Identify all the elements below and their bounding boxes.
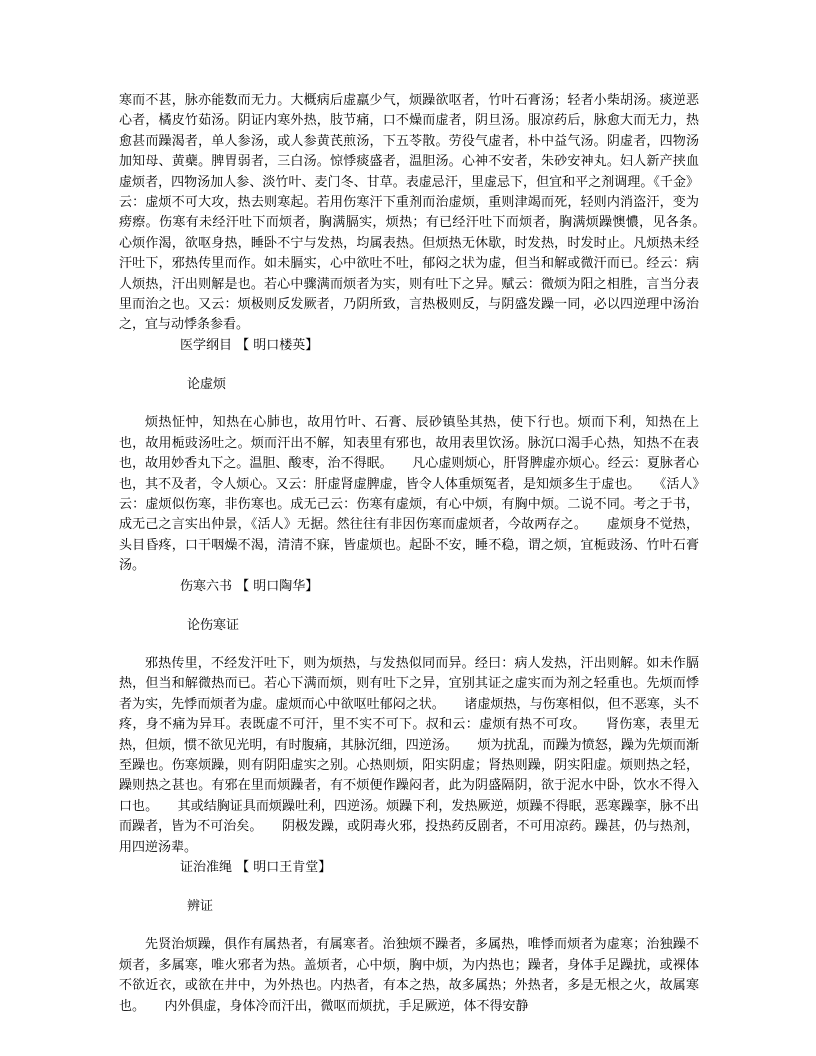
document-page [119, 91, 726, 1017]
source-reference-shanghan-liushu: 伤寒六书 【 明口陶华】 [180, 578, 319, 594]
section-heading-lun-xufan: 论虚烦 [187, 377, 227, 393]
section-heading-bianzheng: 辨证 [187, 899, 214, 915]
source-reference-yixue-gangmu: 医学纲目 【 明口楼英】 [180, 337, 319, 353]
paragraph-lun-shanghan: 邪热传里，不经发汗吐下，则为烦热，与发热似同而异。经曰：病人发热，汗出则解。如未作膈热，但当和解微热而已。若心下满而烦，则有吐下之异，宜别其证之虚实而为剂之轻重也。先烦而悸者为实，先悸而烦者为虚。虚烦而心中欲呕吐郁闷之状。 诸虚烦热，与伤寒相似，但不恶寒，头不疼，身不痛为异耳。表既虚不可汗，里不实不可下。叔和云：虚烦有热不可攻。 肾伤寒，表里无热，但烦，惯不欲见光明，有时腹痛，其脉沉细，四逆汤。 烦为扰乱，而躁为愤怒，躁为先烦而渐至躁也。伤寒烦躁，则有阴阳虚实之别。心热则烦，阳实阴虚；肾热则躁，阴实阳虚。烦则热之轻，躁则热之甚也。有邪在里而烦躁者，有不烦便作躁闷者，此为阴盛隔阴，欲于泥水中卧，饮水不得入口也。 其或结胸证具而烦躁吐利，四逆汤。烦躁下利，发热厥逆，烦躁不得眠，恶寒躁挛，脉不出而躁者，皆为不可治矣。 阴极发躁，或阴毒火邪，投热药反剧者，不可用凉药。躁甚，仍与热剂，用四逆汤辈。 [119, 655, 699, 855]
section-heading-lun-shanghan: 论伤寒证 [187, 617, 240, 633]
source-reference-zhengzhi-zhunsheng: 证治准绳 【 明口王肯堂】 [180, 860, 332, 875]
paragraph-intro: 寒而不甚，脉亦能数而无力。大概病后虚羸少气，烦躁欲呕者，竹叶石膏汤；轻者小柴胡汤。痰逆恶心者，橘皮竹茹汤。阴证内寒外热，肢节痛，口不燥而虚者，阴旦汤。服凉药后，脉愈大而无力，热愈甚而躁渴者，单人参汤，或人参黄芪煎汤，下五苓散。劳役气虚者，朴中益气汤。阴虚者，四物汤加知母、黄蘗。脾胃弱者，三白汤。惊悸痰盛者，温胆汤。心神不安者，朱砂安神丸。妇人新产挟血虚烦者，四物汤加人参、淡竹叶、麦门冬、甘草。表虚忌汗，里虚忌下，但宜和平之剂调理。《千金》云：虚烦不可大攻，热去则寒起。若用伤寒汗下重剂而治虚烦，重则津竭而死，轻则内消盗汗，变为痨瘵。伤寒有未经汗吐下而烦者，胸满膈实，烦热；有已经汗吐下而烦者，胸满烦躁懊憹，见各条。 心烦作渴，欲呕身热，睡卧不宁与发热，均属表热。但烦热无休歇，时发热，时发时止。凡烦热未经汗吐下，邪热传里而作。如未膈实，心中欲吐不吐，郁闷之状为虚，但当和解或微汗而已。经云：病人烦热，汗出则解是也。若心中骤满而烦者为实，则有吐下之异。赋云：微烦为阳之相胜，言当分表里而治之也。又云：烦极则反发厥者，乃阴所致，言热极则反，与阴盛发躁一同，必以四逆理中汤治之，宜与动悸条参看。 [119, 93, 726, 333]
paragraph-lun-xufan: 烦热怔忡，知热在心肺也，故用竹叶、石膏、辰砂镇坠其热，使下行也。烦而下利，知热在上也，故用栀豉汤吐之。烦而汗出不解，知表里有邪也，故用表里饮汤。脉沉口渴手心热，知热不在表也，故用妙香丸下之。温胆、酸枣，治不得眠。 凡心虚则烦心，肝肾脾虚亦烦心。经云：夏脉者心也，其不及者，令人烦心。又云：肝虚肾虚脾虚，皆令人体重烦冤者，是知烦多生于虚也。 《活人》云：虚烦似伤寒，非伤寒也。成无己云：伤寒有虚烦，有心中烦，有胸中烦。二说不同。考之于书，成无己之言实出仲景，《活人》无据。然往往有非因伤寒而虚烦者，今故两存之。 虚烦身不觉热，头目昏疼，口干咽燥不渴，清清不寐，皆虚烦也。起卧不安，睡不稳，谓之烦，宜栀豉汤、竹叶石膏汤。 [119, 415, 699, 574]
paragraph-bianzheng: 先贤治烦躁，俱作有属热者，有属寒者。治独烦不躁者，多属热，唯悸而烦者为虚寒；治独躁不烦者，多属寒，唯火邪者为热。盖烦者，心中烦，胸中烦，为内热也；躁者，身体手足躁扰，或裸体不欲近衣，或欲在井中，为外热也。内热者，有本之热，故多属热；外热者，多是无根之火，故属寒也。 内外俱虚，身体冷而汗出，微呕而烦扰，手足厥逆，体不得安静 [119, 937, 699, 1014]
